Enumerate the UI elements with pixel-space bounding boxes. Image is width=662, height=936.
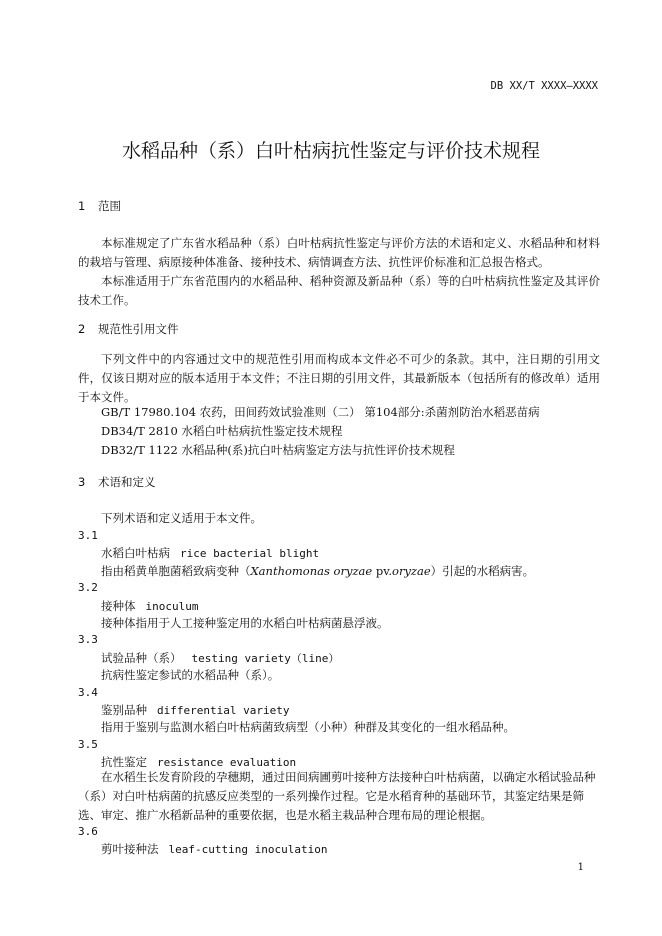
term-zh: 鉴别品种: [101, 703, 147, 717]
term-heading: [101, 598, 198, 614]
term-number: 3.4: [78, 686, 98, 699]
section-heading-references: [78, 321, 179, 337]
term-definition: [78, 768, 600, 825]
term-zh: 剪叶接种法: [101, 842, 159, 856]
term-definition: 抗病性鉴定参试的水稻品种（系）。: [101, 668, 280, 682]
page-number: 1: [577, 862, 584, 873]
section-title: 术语和定义: [98, 475, 156, 489]
section-number: 1: [78, 199, 86, 213]
term-definition: 指用于鉴别与监测水稻白叶枯病菌致病型（小种）种群及其变化的一组水稻品种。: [101, 720, 515, 734]
scope-paragraph: 本标准适用于广东省范围内的水稻品种、稻种资源及新品种（系）等的白叶枯病抗性鉴定及其评价技术工作。: [78, 274, 600, 307]
term-heading: [101, 650, 339, 666]
term-en: differential variety: [157, 704, 290, 717]
term-zh: 水稻白叶枯病: [101, 546, 170, 560]
section-title: 范围: [98, 199, 121, 213]
term-en: rice bacterial blight: [180, 547, 320, 560]
section-number: 2: [78, 322, 86, 336]
term-number: 3.3: [78, 633, 98, 646]
term-en: resistance evaluation: [157, 756, 297, 769]
scope-body: [78, 234, 600, 310]
term-number: 3.5: [78, 738, 98, 751]
section-number: 3: [78, 475, 86, 489]
definition-text: ）引起的水稻病害。: [430, 564, 535, 578]
term-zh: 抗性鉴定: [101, 755, 147, 769]
references-intro-text: 下列文件中的内容通过文中的规范性引用而构成本文件必不可少的条款。其中，注日期的引用文件，仅该日期对应的版本适用于本文件；不注日期的引用文件，其最新版本（包括所有的修改单）适用于本文件。: [78, 352, 600, 404]
scope-paragraph: 本标准规定了广东省水稻品种（系）白叶枯病抗性鉴定与评价方法的术语和定义、水稻品种和材料的栽培与管理、病原接种体准备、接种技术、病情调查方法、抗性评价标准和汇总报告格式。: [78, 236, 600, 269]
scientific-name: oryzae: [392, 564, 431, 578]
term-definition: [101, 563, 534, 579]
term-number: 3.2: [78, 581, 98, 594]
definition-text: pv.: [372, 564, 393, 578]
definition-text: 指由稻黄单胞菌稻致病变种（: [101, 564, 251, 578]
term-zh: 接种体: [101, 599, 136, 613]
standard-code: DB XX/T XXXX—XXXX: [490, 80, 598, 92]
reference-item: DB34/T 2810 水稻白叶枯病抗性鉴定技术规程: [101, 424, 343, 438]
term-definition: 接种体指用于人工接种鉴定用的水稻白叶枯病菌悬浮液。: [101, 616, 389, 630]
term-heading: [101, 841, 327, 857]
references-intro: [78, 350, 600, 407]
term-number: 3.1: [78, 529, 98, 542]
term-number: 3.6: [78, 825, 98, 838]
terms-intro: 下列术语和定义适用于本文件。: [101, 511, 262, 525]
term-heading: [101, 702, 289, 718]
section-heading-terms: [78, 474, 156, 490]
term-en: inoculum: [145, 600, 199, 613]
term-en: leaf-cutting inoculation: [168, 843, 328, 856]
section-title: 规范性引用文件: [98, 322, 179, 336]
definition-text: 在水稻生长发育阶段的孕穗期，通过田间病圃剪叶接种方法接种白叶枯病菌，以确定水稻试验品种（系）对白叶枯病菌的抗感反应类型的一系列操作过程。它是水稻育种的基础环节，其鉴定结果是筛选、审定、推广水稻新品种的重要依据，也是水稻主栽品种合理布局的理论根据。: [78, 770, 596, 822]
reference-item: GB/T 17980.104 农药，田间药效试验准则（二） 第104部分:杀菌剂防治水稻恶苗病: [101, 405, 540, 419]
term-heading: [101, 545, 319, 561]
document-title: 水稻品种（系）白叶枯病抗性鉴定与评价技术规程: [121, 140, 540, 162]
reference-item: DB32/T 1122 水稻品种(系)抗白叶枯病鉴定方法与抗性评价技术规程: [101, 443, 455, 457]
term-zh: 试验品种（系）: [101, 651, 182, 665]
section-heading-scope: [78, 198, 121, 214]
scientific-name: Xanthomonas oryzae: [250, 564, 373, 578]
term-en: testing variety（line）: [191, 652, 340, 665]
